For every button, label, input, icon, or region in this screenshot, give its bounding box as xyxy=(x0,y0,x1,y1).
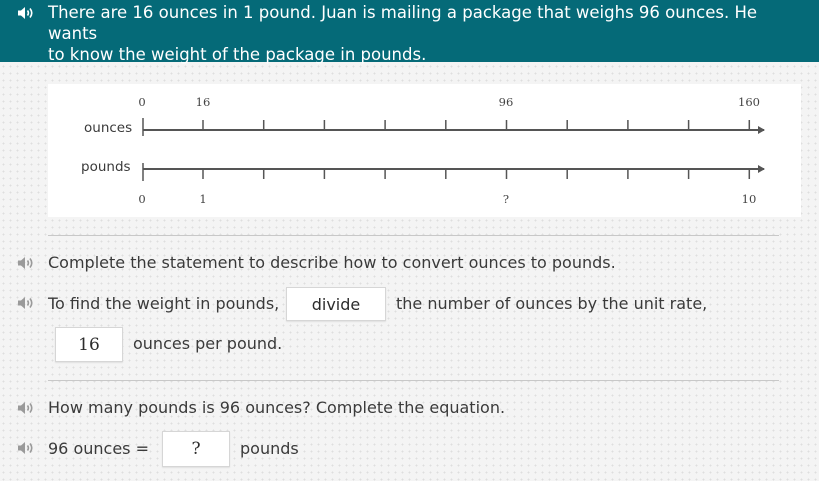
part1-sentence-middle: the number of ounces by the unit rate, xyxy=(396,294,708,313)
question-line-2: to know the weight of the package in pounds. xyxy=(48,45,427,64)
ounces-tick-label-16: 16 xyxy=(195,95,211,109)
question-banner xyxy=(0,0,819,62)
ounces-tick-label-96: 96 xyxy=(498,95,514,109)
tick-marks xyxy=(203,120,749,179)
pounds-tick-label-1: 1 xyxy=(199,192,207,206)
part1-sentence-start: To find the weight in pounds, xyxy=(48,294,280,313)
ounces-tick-label-0: 0 xyxy=(138,95,146,109)
double-number-line-panel xyxy=(48,84,801,217)
speaker-icon[interactable] xyxy=(16,400,36,420)
speaker-icon[interactable] xyxy=(16,5,36,21)
speaker-icon[interactable] xyxy=(16,440,36,460)
unit-rate-answer-box[interactable]: 16 xyxy=(55,327,123,362)
equation-unit: pounds xyxy=(240,439,299,458)
equation-left: 96 ounces = xyxy=(48,439,149,458)
double-number-line xyxy=(48,84,801,217)
part2-prompt: How many pounds is 96 ounces? Complete the equation. xyxy=(48,398,506,417)
section-divider xyxy=(48,235,779,236)
part1-sentence-end: ounces per pound. xyxy=(133,334,283,353)
pounds-axis-label: pounds xyxy=(81,159,131,175)
section-divider xyxy=(48,380,779,381)
speaker-icon[interactable] xyxy=(16,295,36,315)
question-text xyxy=(48,2,798,65)
speaker-icon[interactable] xyxy=(16,255,36,275)
ounces-axis-label: ounces xyxy=(84,120,133,136)
ounces-tick-label-160: 160 xyxy=(738,95,760,109)
pounds-tick-label-0: 0 xyxy=(138,192,146,206)
operation-answer-box[interactable]: divide xyxy=(286,287,386,321)
equation-answer-box[interactable]: ? xyxy=(162,431,230,467)
part1-prompt: Complete the statement to describe how to convert ounces to pounds. xyxy=(48,253,616,272)
pounds-tick-label-unknown: ? xyxy=(502,192,510,206)
pounds-tick-label-10: 10 xyxy=(741,192,757,206)
question-line-1: There are 16 ounces in 1 pound. Juan is mailing a package that weighs 96 ounces. He wants xyxy=(48,3,758,43)
